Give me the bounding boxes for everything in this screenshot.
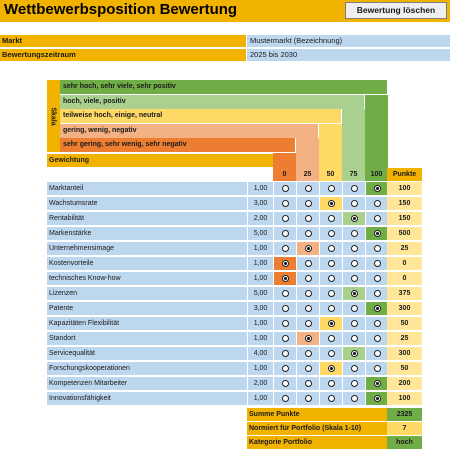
- rating-radio-selected[interactable]: [374, 395, 381, 402]
- rating-radio[interactable]: [282, 215, 289, 222]
- rating-cell[interactable]: [319, 347, 342, 361]
- rating-cell[interactable]: [319, 377, 342, 391]
- rating-radio[interactable]: [374, 200, 381, 207]
- criterion-points: 0: [387, 257, 422, 271]
- rating-radio[interactable]: [374, 245, 381, 252]
- rating-radio[interactable]: [282, 305, 289, 312]
- rating-cell[interactable]: [296, 302, 319, 316]
- rating-cell[interactable]: [273, 257, 296, 271]
- rating-radio[interactable]: [282, 320, 289, 327]
- rating-cell[interactable]: [296, 287, 319, 301]
- criterion-label: Wachstumsrate: [47, 197, 247, 211]
- rating-cell[interactable]: [296, 212, 319, 226]
- rating-radio[interactable]: [351, 320, 358, 327]
- rating-radio[interactable]: [351, 230, 358, 237]
- weight-label: Gewichtung: [47, 154, 273, 167]
- criterion-weight[interactable]: 4,00: [247, 347, 273, 361]
- summary-value: 7: [387, 422, 422, 435]
- points-header: Punkte: [387, 168, 422, 181]
- rating-cell[interactable]: [296, 182, 319, 196]
- rating-radio[interactable]: [282, 335, 289, 342]
- rating-cell[interactable]: [296, 242, 319, 256]
- criterion-weight[interactable]: 1,00: [247, 257, 273, 271]
- rating-radio[interactable]: [305, 215, 312, 222]
- rating-cell[interactable]: [296, 347, 319, 361]
- rating-radio[interactable]: [374, 290, 381, 297]
- scale-level-4: sehr gering, sehr wenig, sehr negativ: [60, 138, 295, 152]
- criterion-label: technisches Know-how: [47, 272, 247, 286]
- rating-cell[interactable]: [365, 182, 388, 196]
- rating-radio[interactable]: [305, 350, 312, 357]
- rating-cell[interactable]: [365, 287, 388, 301]
- rating-radio[interactable]: [328, 305, 335, 312]
- rating-cell[interactable]: [296, 377, 319, 391]
- rating-radio[interactable]: [282, 290, 289, 297]
- rating-cell[interactable]: [342, 347, 365, 361]
- rating-cell[interactable]: [319, 332, 342, 346]
- rating-cell[interactable]: [342, 317, 365, 331]
- criterion-points: 25: [387, 242, 422, 256]
- rating-radio[interactable]: [328, 215, 335, 222]
- period-label: Bewertungszeitraum: [0, 49, 246, 61]
- criterion-label: Servicequalität: [47, 347, 247, 361]
- rating-header-50: 50: [319, 168, 342, 181]
- rating-radio[interactable]: [328, 335, 335, 342]
- rating-radio-selected[interactable]: [374, 380, 381, 387]
- rating-radio-selected[interactable]: [351, 350, 358, 357]
- rating-cell[interactable]: [342, 212, 365, 226]
- criterion-points: 100: [387, 182, 422, 196]
- rating-radio[interactable]: [305, 305, 312, 312]
- rating-cell[interactable]: [342, 377, 365, 391]
- rating-radio-selected[interactable]: [282, 260, 289, 267]
- criterion-weight[interactable]: 2,00: [247, 212, 273, 226]
- rating-radio[interactable]: [374, 320, 381, 327]
- rating-radio[interactable]: [351, 395, 358, 402]
- rating-radio[interactable]: [328, 260, 335, 267]
- rating-cell[interactable]: [273, 287, 296, 301]
- summary-value: hoch: [387, 436, 422, 449]
- rating-cell[interactable]: [365, 242, 388, 256]
- rating-cell[interactable]: [319, 212, 342, 226]
- rating-cell[interactable]: [273, 272, 296, 286]
- criterion-weight[interactable]: 3,00: [247, 197, 273, 211]
- rating-cell[interactable]: [342, 272, 365, 286]
- rating-radio[interactable]: [305, 290, 312, 297]
- criterion-weight[interactable]: 1,00: [247, 332, 273, 346]
- criterion-points: 50: [387, 317, 422, 331]
- market-value[interactable]: Mustermarkt (Bezeichnung): [246, 35, 450, 47]
- scale-level-3: gering, wenig, negativ: [60, 124, 318, 138]
- criterion-label: Innovationsfähigkeit: [47, 392, 247, 406]
- rating-cell[interactable]: [296, 362, 319, 376]
- scale-label: [47, 80, 60, 152]
- rating-cell[interactable]: [342, 332, 365, 346]
- rating-radio[interactable]: [305, 275, 312, 282]
- rating-cell[interactable]: [365, 377, 388, 391]
- rating-radio[interactable]: [351, 365, 358, 372]
- rating-cell[interactable]: [342, 227, 365, 241]
- criterion-points: 25: [387, 332, 422, 346]
- rating-radio[interactable]: [351, 275, 358, 282]
- rating-radio[interactable]: [305, 185, 312, 192]
- rating-header-0: 0: [273, 168, 296, 181]
- rating-radio[interactable]: [351, 260, 358, 267]
- rating-cell[interactable]: [342, 242, 365, 256]
- rating-cell[interactable]: [319, 272, 342, 286]
- rating-cell[interactable]: [273, 332, 296, 346]
- criterion-label: Lizenzen: [47, 287, 247, 301]
- rating-cell[interactable]: [342, 257, 365, 271]
- rating-radio[interactable]: [374, 260, 381, 267]
- rating-cell[interactable]: [273, 377, 296, 391]
- rating-cell[interactable]: [365, 272, 388, 286]
- rating-cell[interactable]: [365, 302, 388, 316]
- rating-cell[interactable]: [273, 242, 296, 256]
- rating-radio-selected[interactable]: [328, 200, 335, 207]
- scale-level-1: hoch, viele, positiv: [60, 95, 364, 109]
- rating-radio[interactable]: [374, 365, 381, 372]
- rating-cell[interactable]: [273, 197, 296, 211]
- rating-cell[interactable]: [319, 197, 342, 211]
- criterion-points: 150: [387, 197, 422, 211]
- criterion-points: 150: [387, 212, 422, 226]
- criterion-points: 200: [387, 377, 422, 391]
- criterion-label: Forschungskooperationen: [47, 362, 247, 376]
- rating-radio[interactable]: [351, 335, 358, 342]
- criterion-points: 0: [387, 272, 422, 286]
- rating-cell[interactable]: [296, 317, 319, 331]
- criterion-label: Standort: [47, 332, 247, 346]
- rating-cell[interactable]: [296, 272, 319, 286]
- rating-radio[interactable]: [351, 200, 358, 207]
- rating-cell[interactable]: [273, 392, 296, 406]
- rating-cell[interactable]: [342, 362, 365, 376]
- reset-rating-button[interactable]: Bewertung löschen: [345, 2, 447, 19]
- rating-radio-selected[interactable]: [328, 365, 335, 372]
- rating-radio[interactable]: [305, 320, 312, 327]
- scale-level-0: sehr hoch, sehr viele, sehr positiv: [60, 80, 387, 94]
- page-title: Wettbewerbsposition Bewertung: [4, 1, 238, 18]
- criterion-points: 100: [387, 392, 422, 406]
- rating-radio-selected[interactable]: [328, 320, 335, 327]
- rating-radio[interactable]: [374, 335, 381, 342]
- rating-radio[interactable]: [282, 350, 289, 357]
- market-label: Markt: [0, 35, 246, 47]
- criterion-weight[interactable]: 1,00: [247, 362, 273, 376]
- summary-label: Summe Punkte: [247, 408, 387, 421]
- rating-cell[interactable]: [365, 332, 388, 346]
- rating-radio[interactable]: [282, 380, 289, 387]
- rating-radio-selected[interactable]: [374, 305, 381, 312]
- rating-radio[interactable]: [305, 200, 312, 207]
- criterion-weight[interactable]: 1,00: [247, 272, 273, 286]
- rating-radio[interactable]: [328, 185, 335, 192]
- criterion-weight[interactable]: 2,00: [247, 377, 273, 391]
- rating-radio-selected[interactable]: [374, 230, 381, 237]
- rating-cell[interactable]: [319, 242, 342, 256]
- criterion-label: Kompetenzen Mitarbeiter: [47, 377, 247, 391]
- rating-radio-selected[interactable]: [305, 245, 312, 252]
- rating-radio[interactable]: [282, 185, 289, 192]
- criterion-label: Rentabilität: [47, 212, 247, 226]
- criterion-weight[interactable]: 5,00: [247, 227, 273, 241]
- rating-cell[interactable]: [319, 287, 342, 301]
- criterion-label: Kapazitäten Flexibilität: [47, 317, 247, 331]
- rating-cell[interactable]: [296, 197, 319, 211]
- rating-radio-selected[interactable]: [282, 275, 289, 282]
- rating-cell[interactable]: [365, 197, 388, 211]
- rating-radio[interactable]: [328, 395, 335, 402]
- criterion-points: 300: [387, 302, 422, 316]
- rating-cell[interactable]: [342, 182, 365, 196]
- criterion-weight[interactable]: 3,00: [247, 302, 273, 316]
- rating-cell[interactable]: [365, 362, 388, 376]
- rating-radio[interactable]: [282, 245, 289, 252]
- rating-radio[interactable]: [305, 365, 312, 372]
- rating-radio[interactable]: [351, 305, 358, 312]
- rating-cell[interactable]: [296, 257, 319, 271]
- rating-radio[interactable]: [328, 380, 335, 387]
- rating-radio-selected[interactable]: [374, 185, 381, 192]
- rating-radio[interactable]: [328, 245, 335, 252]
- rating-radio-selected[interactable]: [305, 335, 312, 342]
- criterion-label: Patente: [47, 302, 247, 316]
- rating-radio[interactable]: [282, 200, 289, 207]
- rating-radio[interactable]: [351, 185, 358, 192]
- scale-label-text: Skala: [50, 106, 58, 126]
- rating-radio-selected[interactable]: [351, 290, 358, 297]
- rating-radio[interactable]: [305, 395, 312, 402]
- rating-radio[interactable]: [328, 350, 335, 357]
- criterion-points: 50: [387, 362, 422, 376]
- rating-radio[interactable]: [282, 230, 289, 237]
- rating-radio[interactable]: [282, 365, 289, 372]
- criterion-label: Kostenvorteile: [47, 257, 247, 271]
- rating-cell[interactable]: [273, 347, 296, 361]
- rating-cell[interactable]: [365, 257, 388, 271]
- rating-cell[interactable]: [319, 227, 342, 241]
- rating-radio[interactable]: [305, 380, 312, 387]
- scale-level-2: teilweise hoch, einige, neutral: [60, 109, 341, 123]
- rating-cell[interactable]: [342, 197, 365, 211]
- rating-header-75: 75: [342, 168, 365, 181]
- rating-cell[interactable]: [273, 317, 296, 331]
- rating-radio-selected[interactable]: [351, 215, 358, 222]
- rating-cell[interactable]: [342, 392, 365, 406]
- rating-cell[interactable]: [319, 317, 342, 331]
- criterion-weight[interactable]: 1,00: [247, 317, 273, 331]
- rating-radio[interactable]: [374, 275, 381, 282]
- rating-cell[interactable]: [273, 362, 296, 376]
- rating-cell[interactable]: [365, 227, 388, 241]
- rating-cell[interactable]: [296, 332, 319, 346]
- rating-cell[interactable]: [342, 287, 365, 301]
- criterion-points: 375: [387, 287, 422, 301]
- criterion-weight[interactable]: 5,00: [247, 287, 273, 301]
- rating-radio[interactable]: [374, 350, 381, 357]
- rating-radio[interactable]: [328, 275, 335, 282]
- rating-header-25: 25: [296, 168, 319, 181]
- rating-radio[interactable]: [305, 260, 312, 267]
- rating-radio[interactable]: [351, 245, 358, 252]
- rating-radio[interactable]: [305, 230, 312, 237]
- criterion-weight[interactable]: 1,00: [247, 392, 273, 406]
- rating-cell[interactable]: [319, 182, 342, 196]
- rating-cell[interactable]: [273, 227, 296, 241]
- criterion-points: 500: [387, 227, 422, 241]
- rating-cell[interactable]: [296, 392, 319, 406]
- rating-radio[interactable]: [351, 380, 358, 387]
- rating-cell[interactable]: [273, 212, 296, 226]
- rating-cell[interactable]: [273, 302, 296, 316]
- rating-cell[interactable]: [365, 317, 388, 331]
- rating-radio[interactable]: [374, 215, 381, 222]
- summary-value: 2325: [387, 408, 422, 421]
- rating-radio[interactable]: [282, 395, 289, 402]
- rating-header-100: 100: [365, 168, 388, 181]
- rating-cell[interactable]: [365, 392, 388, 406]
- criterion-points: 300: [387, 347, 422, 361]
- rating-radio[interactable]: [328, 290, 335, 297]
- rating-cell[interactable]: [342, 302, 365, 316]
- rating-cell[interactable]: [365, 212, 388, 226]
- criterion-weight[interactable]: 1,00: [247, 182, 273, 196]
- rating-cell[interactable]: [319, 392, 342, 406]
- rating-cell[interactable]: [319, 257, 342, 271]
- criterion-label: Unternehmensimage: [47, 242, 247, 256]
- criterion-weight[interactable]: 1,00: [247, 242, 273, 256]
- period-value[interactable]: 2025 bis 2030: [246, 49, 450, 61]
- criterion-label: Markenstärke: [47, 227, 247, 241]
- rating-cell[interactable]: [273, 182, 296, 196]
- summary-label: Normiert für Portfolio (Skala 1-10): [247, 422, 387, 435]
- summary-label: Kategorie Portfolio: [247, 436, 387, 449]
- rating-radio[interactable]: [328, 230, 335, 237]
- rating-cell[interactable]: [319, 362, 342, 376]
- criterion-label: Marktanteil: [47, 182, 247, 196]
- rating-cell[interactable]: [296, 227, 319, 241]
- rating-cell[interactable]: [365, 347, 388, 361]
- rating-cell[interactable]: [319, 302, 342, 316]
